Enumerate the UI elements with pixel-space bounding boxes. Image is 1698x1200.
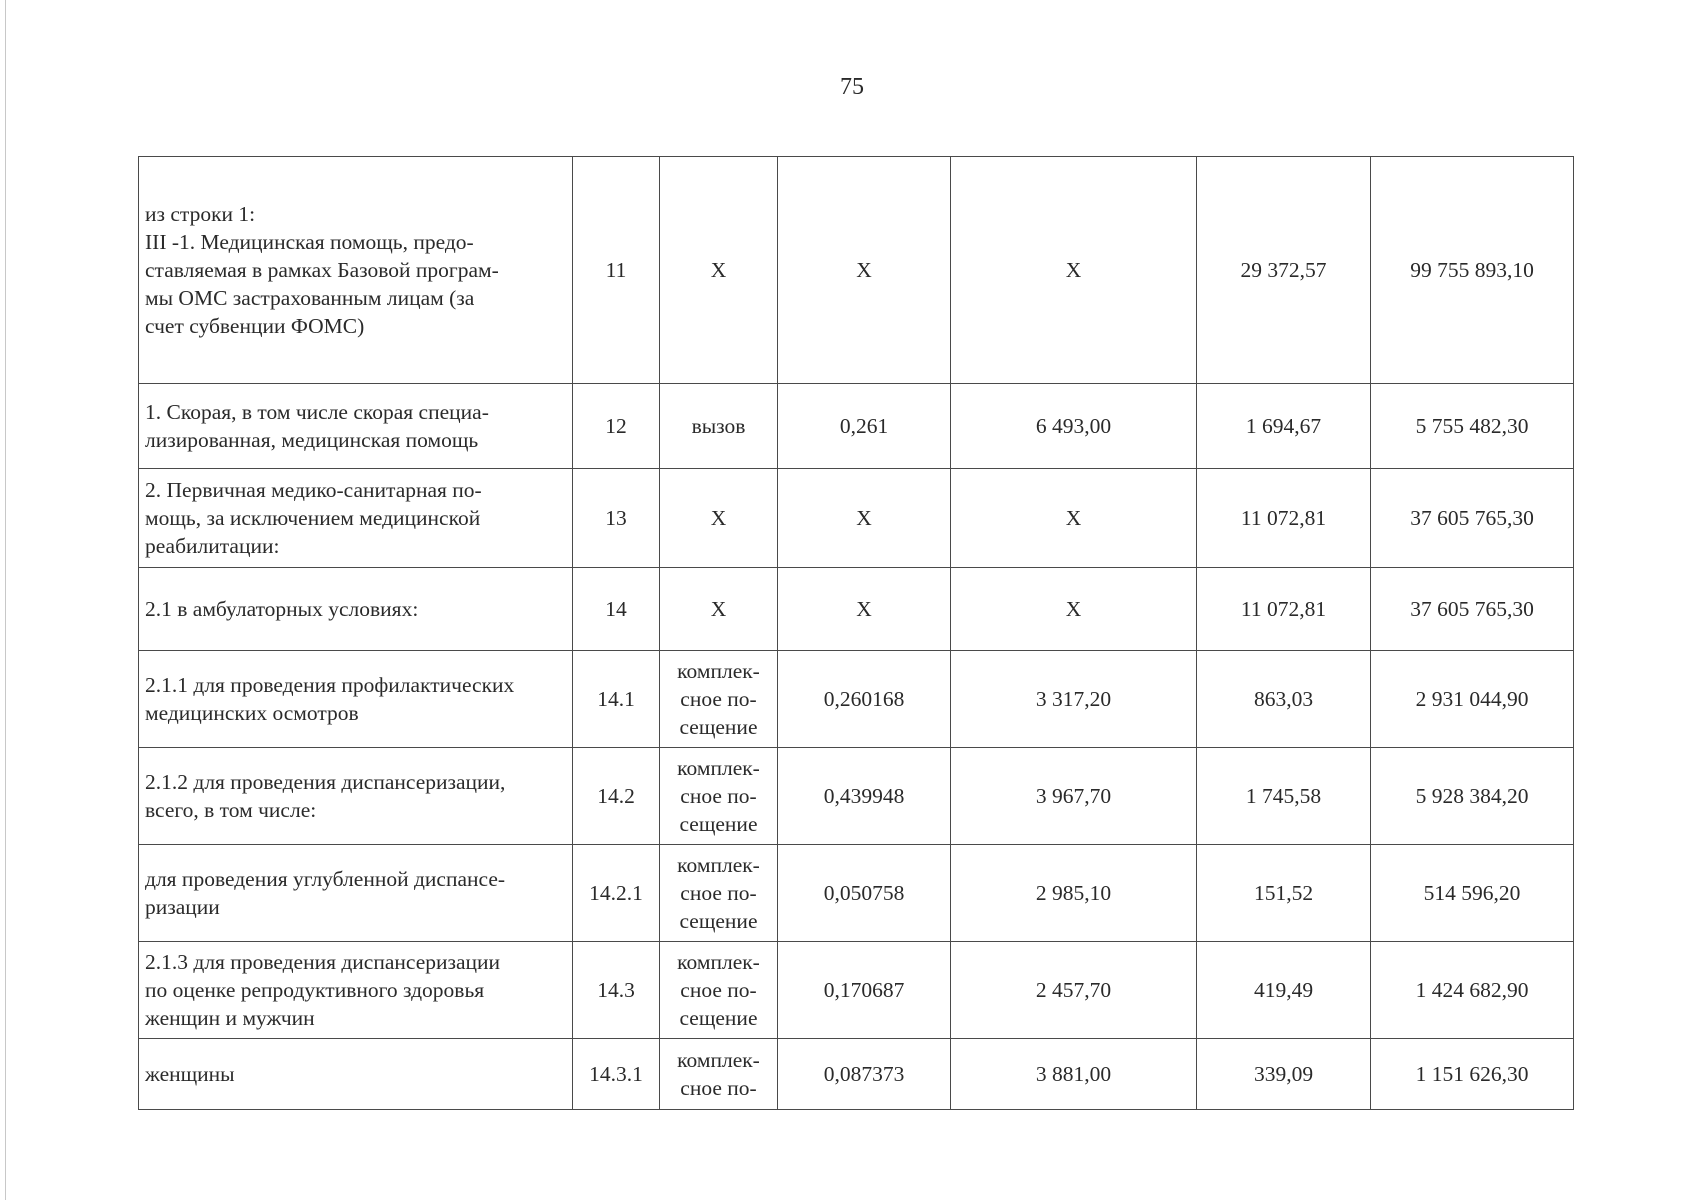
volume-cell: 0,261 [778,384,951,469]
indicator-name-cell [139,568,573,651]
volume-cell: X [778,157,951,384]
unit-line: сещение [679,715,758,739]
line-number-cell: 11 [573,157,660,384]
indicator-name-cell [139,748,573,845]
cost-cell: 2 985,10 [951,845,1197,942]
unit-line: комплек- [677,756,760,780]
indicator-name-line: 2.1.3 для проведения диспансеризации [145,950,501,974]
cost-cell: X [951,568,1197,651]
table-row [139,469,1574,568]
indicator-name-line: III -1. Медицинская помощь, предо- [145,230,474,254]
total-cell: 514 596,20 [1371,845,1574,942]
indicator-name-cell [139,651,573,748]
indicator-name-line: мощь, за исключением медицинской [145,506,481,530]
indicator-name-line: 2.1 в амбулаторных условиях: [145,597,419,621]
unit-line: комплек- [677,1048,760,1072]
indicator-name-line: женщин и мужчин [145,1006,315,1030]
per-capita-cell: 419,49 [1197,942,1371,1039]
table-row [139,568,1574,651]
indicator-name-line: ризации [145,895,220,919]
table-row [139,942,1574,1039]
indicator-name-cell [139,845,573,942]
indicator-name-cell [139,1039,573,1110]
indicator-name-line: 2.1.2 для проведения диспансеризации, [145,770,506,794]
total-cell: 37 605 765,30 [1371,568,1574,651]
volume-cell: 0,260168 [778,651,951,748]
unit-line: X [710,506,727,530]
unit-cell [660,942,778,1039]
indicator-name-cell [139,384,573,469]
unit-line: комплек- [677,950,760,974]
unit-cell [660,651,778,748]
cost-cell: 3 967,70 [951,748,1197,845]
indicator-name-line: мы ОМС застрахованным лицам (за [145,286,475,310]
indicator-name-line: из строки 1: [145,202,256,226]
volume-cell: 0,170687 [778,942,951,1039]
unit-line: сное по- [680,687,757,711]
unit-line: сное по- [680,784,757,808]
total-cell: 5 755 482,30 [1371,384,1574,469]
total-cell: 99 755 893,10 [1371,157,1574,384]
indicator-name-line: счет субвенции ФОМС) [145,314,365,338]
volume-cell: X [778,568,951,651]
unit-cell [660,157,778,384]
per-capita-cell: 11 072,81 [1197,568,1371,651]
table-row [139,748,1574,845]
unit-line: вызов [691,414,746,438]
indicator-name-cell [139,157,573,384]
table-row [139,384,1574,469]
line-number-cell: 14.3.1 [573,1039,660,1110]
page-number: 75 [840,74,864,100]
line-number-cell: 13 [573,469,660,568]
unit-cell [660,469,778,568]
line-number-cell: 14.1 [573,651,660,748]
volume-cell: 0,439948 [778,748,951,845]
indicator-name-line: по оценке репродуктивного здоровья [145,978,485,1002]
unit-cell [660,1039,778,1110]
unit-cell [660,568,778,651]
unit-line: комплек- [677,853,760,877]
unit-line: сное по- [680,978,757,1002]
unit-cell [660,384,778,469]
table-row [139,1039,1574,1110]
indicator-name-line: реабилитации: [145,534,280,558]
indicator-name-line: лизированная, медицинская помощь [145,428,479,452]
unit-line: сещение [679,1006,758,1030]
per-capita-cell: 11 072,81 [1197,469,1371,568]
cost-cell: 2 457,70 [951,942,1197,1039]
cost-cell: 3 881,00 [951,1039,1197,1110]
unit-line: сное по- [680,881,757,905]
table-row [139,845,1574,942]
indicator-name-line: для проведения углубленной диспансе- [145,867,506,891]
indicator-name-line: ставляемая в рамках Базовой програм- [145,258,499,282]
indicator-name-line: 2. Первичная медико-санитарная по- [145,478,482,502]
per-capita-cell: 1 694,67 [1197,384,1371,469]
line-number-cell: 14.3 [573,942,660,1039]
unit-line: X [710,258,727,282]
unit-line: X [710,597,727,621]
cost-cell: 3 317,20 [951,651,1197,748]
per-capita-cell: 1 745,58 [1197,748,1371,845]
cost-cell: 6 493,00 [951,384,1197,469]
volume-cell: 0,087373 [778,1039,951,1110]
volume-cell: X [778,469,951,568]
total-cell: 1 424 682,90 [1371,942,1574,1039]
per-capita-cell: 29 372,57 [1197,157,1371,384]
indicator-name-line: медицинских осмотров [145,701,359,725]
indicator-name-cell [139,469,573,568]
indicator-name-line: 1. Скорая, в том числе скорая специа- [145,400,489,424]
total-cell: 1 151 626,30 [1371,1039,1574,1110]
per-capita-cell: 151,52 [1197,845,1371,942]
volume-cell: 0,050758 [778,845,951,942]
indicator-name-line: 2.1.1 для проведения профилактических [145,673,515,697]
cost-cell: X [951,157,1197,384]
indicator-name-line: женщины [145,1062,235,1086]
table-row [139,157,1574,384]
unit-line: сещение [679,909,758,933]
total-cell: 2 931 044,90 [1371,651,1574,748]
financing-table [138,156,1574,1110]
line-number-cell: 14 [573,568,660,651]
line-number-cell: 14.2.1 [573,845,660,942]
per-capita-cell: 863,03 [1197,651,1371,748]
per-capita-cell: 339,09 [1197,1039,1371,1110]
cost-cell: X [951,469,1197,568]
unit-cell [660,845,778,942]
unit-line: сное по- [680,1076,757,1100]
table-row [139,651,1574,748]
unit-line: сещение [679,812,758,836]
line-number-cell: 12 [573,384,660,469]
total-cell: 37 605 765,30 [1371,469,1574,568]
unit-line: комплек- [677,659,760,683]
page-edge-line [5,0,6,1200]
indicator-name-line: всего, в том числе: [145,798,317,822]
indicator-name-cell [139,942,573,1039]
total-cell: 5 928 384,20 [1371,748,1574,845]
unit-cell [660,748,778,845]
line-number-cell: 14.2 [573,748,660,845]
